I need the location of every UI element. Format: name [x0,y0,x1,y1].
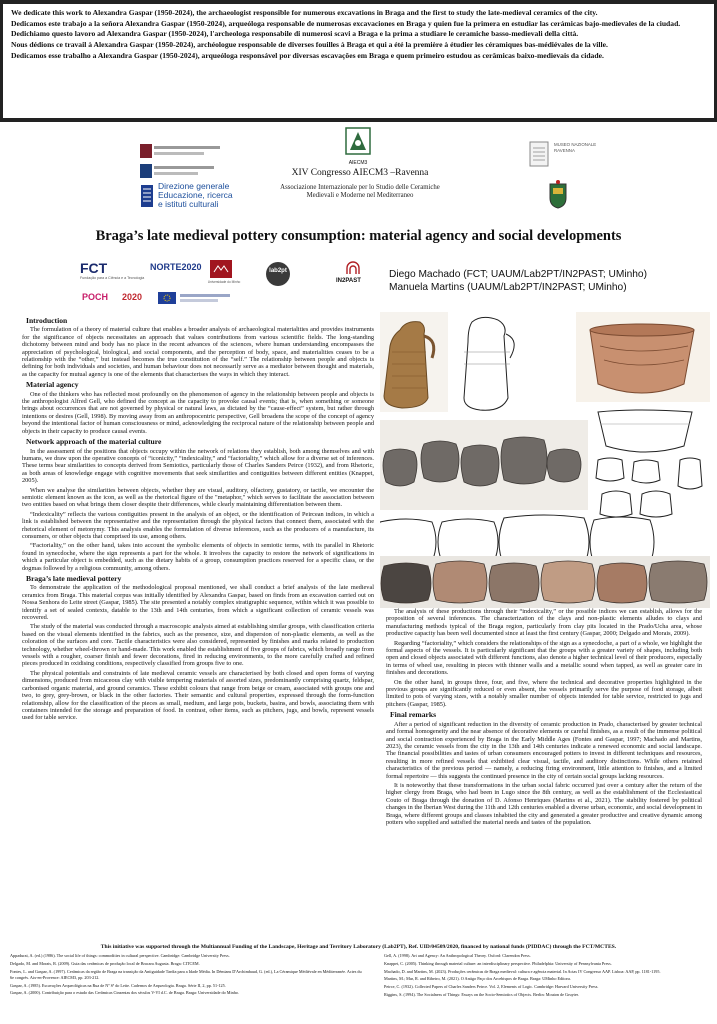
section-heading: Network approach of the material culture [26,437,162,447]
ministry-label: Direzione generale Educazione, ricerca e istituti culturali [158,181,233,209]
dedication-line: Dedicamos esse trabalho a Alexandra Gaspar (1950-2024), arqueóloga responsável por diversas escavações em Braga e quem primeiro estudou as cerâmicas baixo-medievais da cidade. [11,50,604,60]
dedication-banner [0,0,717,122]
sponsor-logos [80,258,380,316]
bowl-drawing [598,410,692,452]
vessel-drawings [596,458,702,517]
reference-entry: Gaspar, A. (1985). Escavações Arqueológicas na Rua de Nº Sª do Leite. Cadernos de Arqueologia. Braga. Série II, 2, pp. 51-125. [10,982,226,988]
dedication-text [3,4,714,118]
fct-logo: FCT [80,260,108,276]
authors [389,268,647,294]
body-paragraph: “Factoriality,” on the other hand, takes into account the symbolic elements of objects in semiotic terms, with its parallel in Rhetoric found in synecdoche, where the sign represents a part for the whole. It involves the capacity to restore the network of significations in which a particular object is embedded, such as the dietary habits of a group, consumption practices reserved for a specific class, or the dogmas followed by a religious community, among others. [22,542,374,572]
body-paragraph: When we analyse the similarities between objects, whether they are visual, auditory, olfactory, gustatory, or tactile, we encounter the semiotic element known as the icon, as well as the rhetorical figure of the "metaphor," which serves to facilitate the association between two entities based on what brings them closer despite their differences, while clearly maintaining differentiation between them. [22,486,374,509]
left-text-column [22,314,374,724]
pottery-figures [380,312,710,608]
body-paragraph: One of the thinkers who has reflected most profoundly on the phenomenon of agency in the relationship between people and objects is the anthropologist Alfred Gell, who defined the concept as the capacity to provoke causal events; that is, when something or someone brings about occurrences that are not governed by physical or natural laws, as dictated by the “cause-effect” system, but rather through intentions or desires (Gell, 1998). By moving away from an anthropocentric perspective, Gell broadens the scope of the concept of agency beyond the intentional factor of human consciousness or mind, acknowledging the reciprocal nature of the relationship between people and objects in their capacity to produce causal events. [22,390,374,435]
author-1: Diego Machado (FCT; UAUM/Lab2PT/IN2PAST; UMinho) [389,269,647,280]
ministry-emblem-icon [140,184,154,208]
body-paragraph: “Indexicality” reflects the various contiguities present in the analysis of an object, or the identification of Peircean indices, in which a link is established between the representative and the representation through the physical factors that connect them, associated with the rhetorical element of metonymy. This analysis enables the formulation of diverse inferences, such as the producers of a manufacture, its consumers, or other objects that comprised its use, among others. [22,510,374,540]
congress-subtitle: Associazione Internazionale per lo Studio delle Ceramiche Medievali e Moderne nel Mediterraneo [280,184,440,199]
eu-funding-logos [158,292,234,304]
reference-entry: Riggins, S. (1994). The Socialness of Things: Essays on the Socio-Semiotics of Objects. Berlin: Mouton de Gruyter. [384,991,579,997]
uminho-logo-label: Universidade do Minho [207,280,241,284]
lab2pt-logo-label: lab2pt [269,268,287,274]
poch-logo: POCH [82,292,109,302]
body-paragraph: The physical potentials and constraints of late medieval ceramic vessels are characterised by both closed and open forms of varying dimensions, produced from micaceous clay with visible tempering materials of assorted sizes, predominantly comprising quartz, feldspar, carbonised organic material, and ground ceramics. These exhibit colours that range from beige or cream, associated with groups one and two, to grey, grey-brown, or black in the other factories. Their semantic and cultural properties, expressed through the form-function relationship, allow for the classification of the pieces as small, medium, and large pots, buckets, basins, and bowls, associating them with containers intended for the storage and preparation of food. In contrast, other items, such as pitchers, jugs, and bowls, represent vessels used for table service. [22,669,374,722]
aiecm3-logo [344,126,372,162]
body-paragraph: It is noteworthy that these transformations in the urban social fabric occurred just over a century after the return of the higher clergy from Braga, who had been in Lugo since the 8th century, as well as the establishment of the Ecclesiastical Couto of Braga through the donation of D. Afonso Henriques (Martins et al., 2021). The stability fostered by political changes in the Iberian West during the 11th and 12th centuries enabled a diverse urban, economic, and social development in Braga, where different groups and classes inhabited the city and generated a greater productive and creative dynamic among potters who supplied and satisfied the material needs and tastes of the population. [386,781,702,826]
dedication-line: Dedicamos este trabajo a la señora Alexandra Gaspar (1950-2024), arqueóloga responsable de numerosas excavaciones en Braga y quien fue la primera en estudiar las cerámicas bajo-medievales de la ciudad. [11,18,681,28]
section-heading: Material agency [26,380,79,390]
dedication-line: Dedichiamo questo lavoro ad Alexandra Gaspar (1950-2024), l'archeologa responsabile di numerosi scavi a Braga e la prima a studiare le ceramiche basso-medievali della città. [11,29,579,39]
body-paragraph: After a period of significant reduction in the diversity of ceramic production in Prado, characterised by greater technical and formal homogeneity and the near absence of decorative elements or careful finishes, as a result of the immense political and social contraction experienced by Braga in the Early Middle Ages (Fontes and Gaspar, 1997; Machado and Martins, 2023), the ceramic vessels from the city in the 13th and 14th centuries indicate a renewed economic and social landscape. The financial possibilities and tastes of urban consumers encouraged potters to invest in different techniques and resources, resulting in more refined vessels that exhibited clear visual, tactile, and auditory distinctions. While others retained characteristics of the previous period — namely, a reducing firing environment, little attention to finishes, and a limited formal repertoire — this suggests the continued presence in the city of certain social groups lacking resources. [386,720,702,780]
body-paragraph: To demonstrate the application of the methodological proposal mentioned, we shall conduct a brief analysis of the late medieval ceramics from Braga. This material corpus was initially identified by Alexandra Gaspar, based on finds from an excavation carried out on Nossa Senhora do Leite street (Gaspar, 1985). The site presented a notably complex stratigraphic sequence, within which it was possible to identify a set of sealed contexts, datable to the 13th and 14th centuries, from which a significant collection of ceramic vessels was recovered. [22,584,374,622]
section-heading: Braga’s late medieval pottery [26,574,122,583]
aiecm3-logo-text: AIECM3 [348,160,368,166]
reference-entry: Gaspar, A. (2000). Contribuição para o estudo das Cerâmicas Cinzentas dos séculos V-VI d.C. de Braga. Braga: Universidade do Minho. [10,990,239,996]
body-paragraph: In the assessment of the positions that objects occupy within the network of relations they establish, both among themselves and with humans, we draw upon the operative concepts of “iconicity,” “indexicality,” and “factoriality,” which allow for a diverse set of inferences. These terms bear similarities to concepts derived from Semiotics, particularly those of Charles Sanders Peirce (1932), and from Rhetoric, as both areas of knowledge engage with cognitive movements that seek similarities and contiguities between different entities (Knappet, 2005). [22,447,374,485]
congress-title: XIV Congresso AIECM3 –Ravenna [291,168,429,178]
in2past-logo-label: IN2PAST [336,278,361,284]
section-heading: Final remarks [390,710,437,720]
references-right [384,953,708,1000]
author-2: Manuela Martins (UAUM/Lab2PT/IN2PAST; UMinho) [389,282,627,293]
museum-logo [528,140,550,168]
dedication-line: We dedicate this work to Alexandra Gaspar (1950-2024), the archaeologist responsible for numerous excavations in Braga and the first to study the late-medieval ceramics of the city. [11,8,598,17]
poster-title: Braga’s late medieval pottery consumption: material agency and social developments [95,228,622,244]
right-text-column [386,608,702,828]
lab2pt-logo [266,260,290,288]
section-heading: Introduction [26,316,68,325]
ravenna-crest-icon [548,180,568,210]
uminho-logo [210,260,232,278]
in2past-logo [345,260,361,276]
reference-entry: Knappet, C. (2005). Thinking through material culture: an interdisciplinary perspective. Philadelphia: University of Pennsylvania Press. [384,960,612,966]
body-paragraph: The formulation of a theory of material culture that enables a broader analysis of archaeological materialities and provides instruments for the significance of objects necessitates an approach that values contributions from various scientific fields. The long-standing dichotomy between mind and body has no place in the recent advances of the sciences, where human understanding encompasses the appreciation of psychological, biological, and social components, and the perception of body, space, and materialities ceases to be a relationship with the “other,” but instead becomes the true constitution of the “self.” The relationship between people and objects is defining for both individuals and societies, and human behaviour does not necessarily serve as a mediator between thought and materials, as the capacity for mutual agency is one of the elements that characterises the ways in which they interact. [22,326,374,378]
body-paragraph: On the other hand, in groups three, four, and five, where the technical and decorative properties highlighted in the previous groups are significantly reduced or even absent, the vessels primarily serve the purpose of food storage, albeit limited to pots of varying sizes, with a notably smaller number of objects intended for table service, restricted to jugs and pitchers (Gaspar, 1985). [386,678,702,708]
museum-label: MUSEO NAZIONALE RAVENNA [554,142,597,153]
reference-entry: Delgado, M. and Morais, R. (2009). Guia das cerâmicas de produção local de Bracara Augusta. Braga: CITCEM. [10,960,200,966]
jug-drawing [464,317,514,410]
dedication-line: Nous dédions ce travail à Alexandra Gaspar (1950-2024), archéologue responsable de diverses fouilles à Braga et qui a été la première à étudier les céramiques bas-médiévales de la ville. [11,40,608,50]
reference-entry: Fontes, L. and Gaspar, A. (1997). Cerâmicas da região de Braga na transição da Antiguidade Tardia para a Idade Média. In Démians D'Archimbaud, G. (ed.), La Céramique Médiévale en Méditerranée. Actes du 6e congrès. Aix-en-Provence: AIECM3, pp. 203-212. [10,968,362,980]
body-paragraph: The study of the material was conducted through a macroscopic analysis aimed at establishing similar groups, with classification criteria based on the visual elements identified in the fabrics, such as the presence, size, and dispersion of non-plastic elements, as well as the coloration of the surfaces and core. Tactile characteristics were also considered, represented by finishes and marks related to production technology, whether wheel-thrown or hand-made. This work enabled the establishment of five groups of fabrics, which broadly range from vessels with a rougher, coarser finish and fewer decorations, fired in reducing environments, to the more carefully crafted and refined pieces produced in oxidising conditions, respectively classified from groups five to one. [22,623,374,668]
body-paragraph: The analysis of these productions through their “indexicality,” or the possible indices we can establish, allows for the proposition of several inferences. The characterization of the clays and non-plastic elements alludes to clays and manufacturing methods typical of the Braga region, particularly from clay pits located in the Prado/Ucha area, whose productive capacity has been well documented since at least the first century (Gaspar, 2000; Delgado and Morais, 2009). [386,608,702,638]
reference-entry: Appadurai, A. (ed.) (1986). The social life of things: commodities in cultural perspective. Cambridge: Cambridge University Press. [10,953,230,958]
norte2020-logo: NORTE2020 [150,262,202,272]
reference-entry: Machado, D. and Martins, M. (2023). Produções cerâmicas de Braga medieval: cultura e agência material. In Actas IV Congresso AAP. Lisboa: AAP, pp. 1181-1195. [384,968,661,974]
portugal2020-logo: 2020 [122,292,143,302]
university-logos [140,140,222,180]
reference-entry: Martins, M.; Mar, R. and Ribeiro, M. (2021). O Antigo Paço dos Arcebispos de Braga. Braga: UMinho Editora. [384,976,571,982]
body-paragraph: Regarding “factoriality,” which considers the relationships of the sign as a synecdoche, a part of a whole, we highlight the formal aspects of the vessels. It is particularly significant that the groups with a greater variety of shapes, including both open and closed objects associated with different functions, also denote a higher technical level of their producers, especially in terms of wheel use, resulting in pieces with thinner walls and a metallic sound when tapped, as well as greater care in finishes and decorations. [386,639,702,677]
funding-statement: This initiative was supported through the Multiannual Funding of the Landscape, Heritage and Territory Laboratory (Lab2PT), Ref. UID/04509/2020, financed by national funds (PIDDAC) through the FCT/MCTES. [100,944,617,950]
reference-entry: Peirce, C. (1932). Collected Papers of Charles Sanders Peirce. Vol. 2, Elements of Logic. Cambridge: Harvard University Press. [384,984,599,990]
reference-entry: Gell, A. (1998). Art and Agency: An Anthropological Theory. Oxford: Clarendon Press. [384,953,531,958]
fct-logo-subtitle: Fundação para a Ciência e a Tecnologia [80,276,145,280]
references-left [10,953,362,998]
